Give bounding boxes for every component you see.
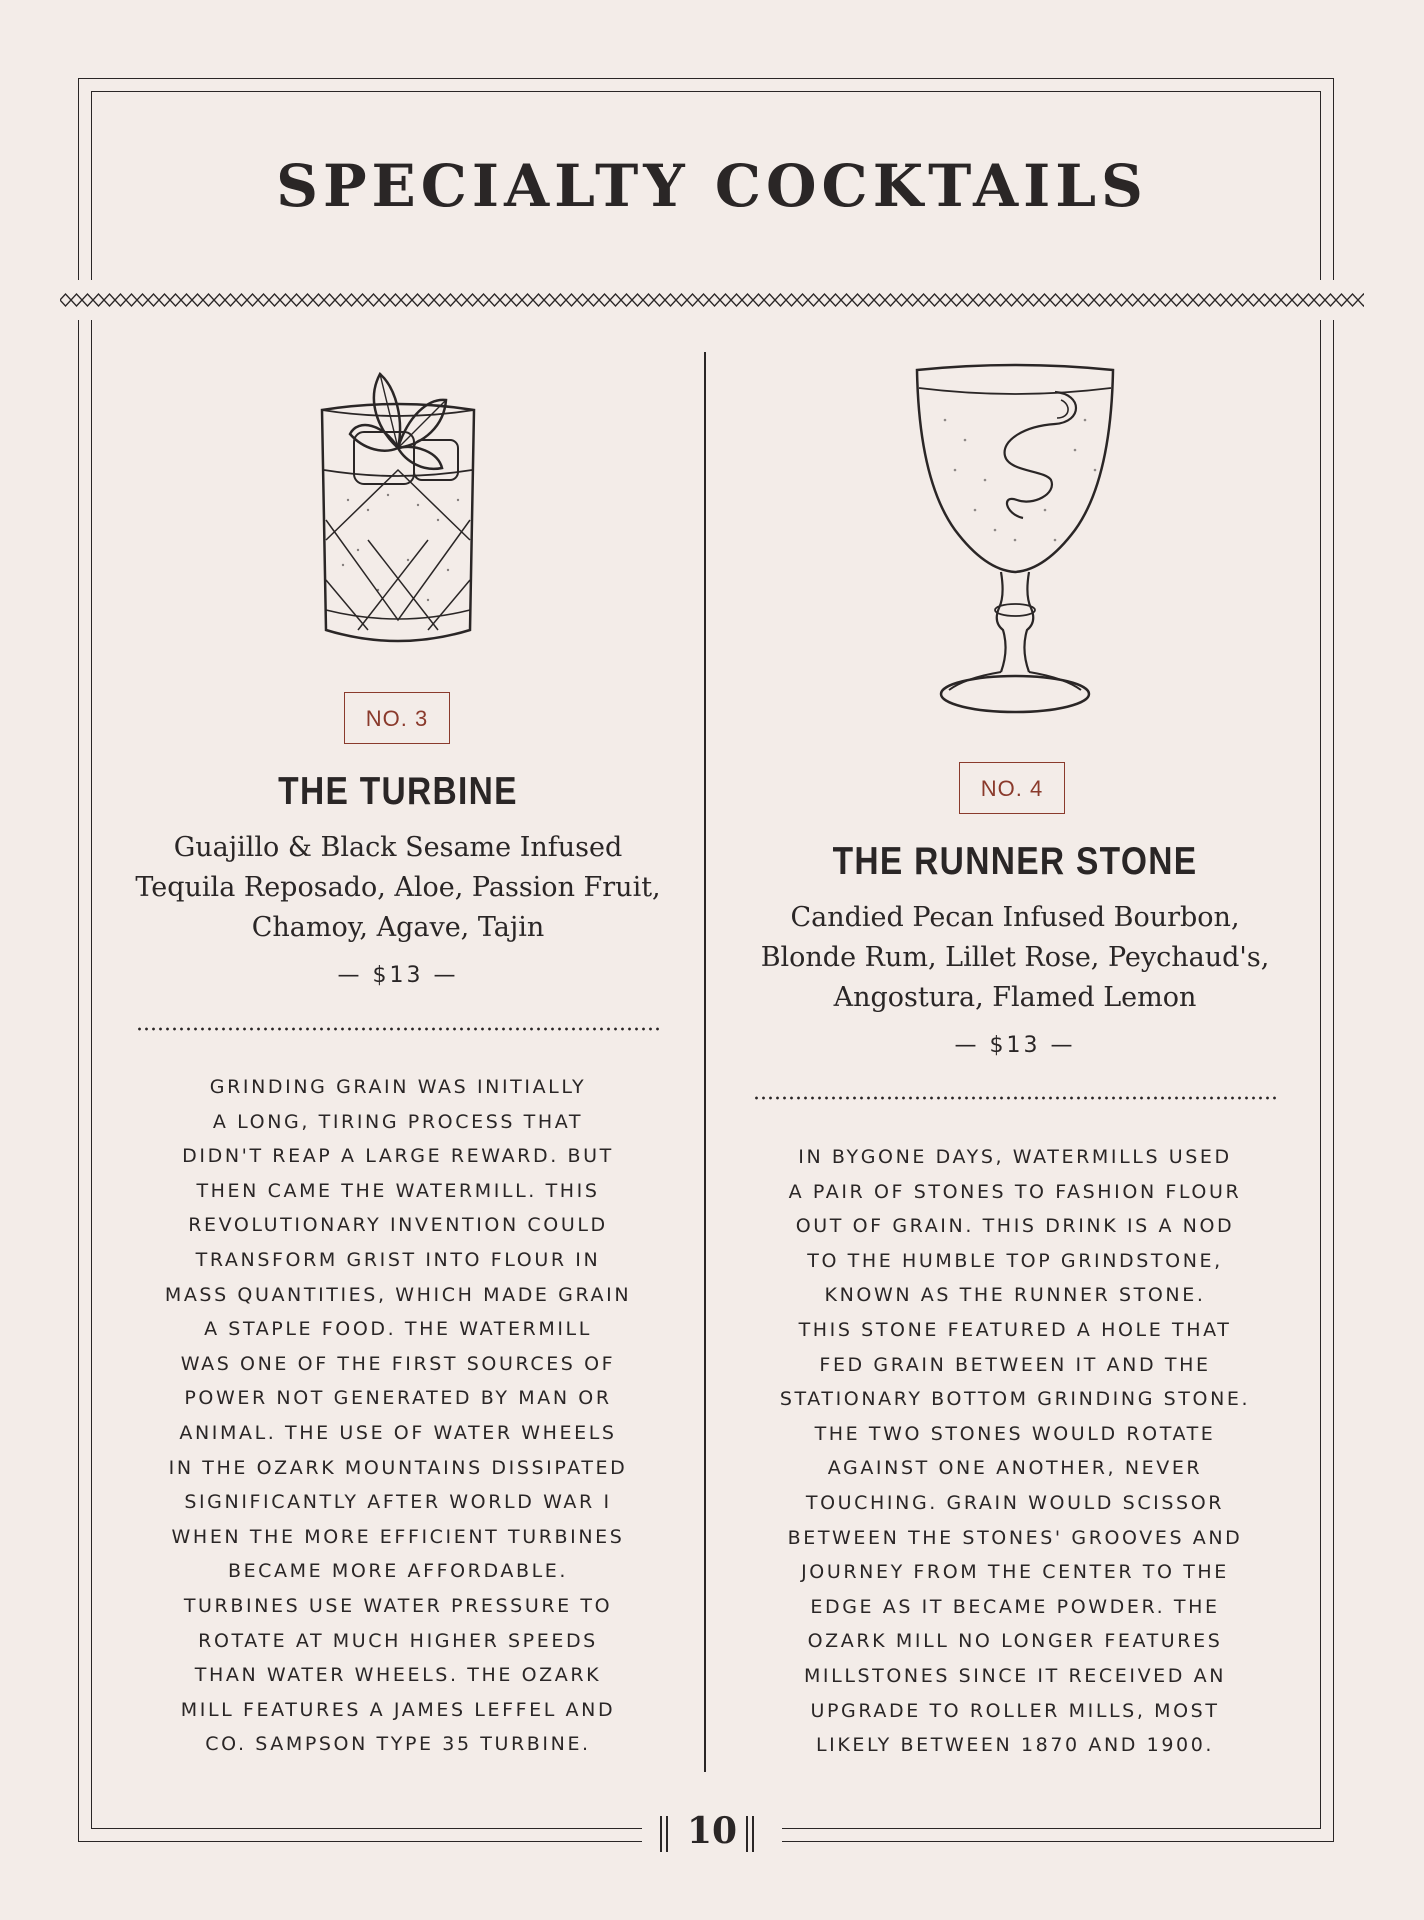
ingredients-line: Blonde Rum, Lillet Rose, Peychaud's, [760, 942, 1270, 973]
cocktail-price: — $13 — [954, 1033, 1076, 1058]
goblet-with-lemon-twist-icon [905, 360, 1125, 730]
column-divider [704, 352, 706, 1772]
cocktail-name: THE RUNNER STONE [832, 840, 1198, 883]
ingredients-line: Tequila Reposado, Aloe, Passion Fruit, [135, 872, 661, 903]
cocktail-story: GRINDING GRAIN WAS INITIALLY A LONG, TIRING PROCESS THAT DIDN'T REAP A LARGE REWARD. BUT THEN CAME THE WATERMILL. THIS REVOLUTIONARY INVENTION COULD TRANSFORM GRIST INTO FLOUR IN MASS QUANTITIES, WHICH MADE GRAIN A STAPLE FOOD. THE WATERMILL WAS ONE OF THE FIRST SOURCES OF POWER NOT GENERATED BY MAN OR ANIMAL. THE USE OF WATER WHEELS IN THE OZARK MOUNTAINS DISSIPATED SIGNIFICANTLY AFTER WORLD WAR I WHEN THE MORE EFFICIENT TURBINES BECAME MORE AFFORDABLE. TURBINES USE WATER PRESSURE TO ROTATE AT MUCH HIGHER SPEEDS THAN WATER WHEELS. THE OZARK MILL FEATURES A JAMES LEFFEL AND CO. SAMPSON TYPE 35 TURBINE. [164, 1076, 632, 1756]
rocks-glass-with-mint-icon [288, 360, 508, 660]
dotted-rule [753, 1096, 1277, 1100]
ingredients-line: Angostura, Flamed Lemon [833, 982, 1197, 1013]
cocktail-price: — $13 — [337, 963, 459, 988]
cocktail-story: IN BYGONE DAYS, WATERMILLS USED A PAIR OF STONES TO FASHION FLOUR OUT OF GRAIN. THIS DRINK IS A NOD TO THE HUMBLE TOP GRINDSTONE, KNOWN AS THE RUNNER STONE. THIS STONE FEATURED A HOLE THAT FED GRAIN BETWEEN IT AND THE STATIONARY BOTTOM GRINDING STONE. THE TWO STONES WOULD ROTATE AGAINST ONE ANOTHER, NEVER TOUCHING. GRAIN WOULD SCISSOR BETWEEN THE STONES' GROOVES AND JOURNEY FROM THE CENTER TO THE EDGE AS IT BECAME POWDER. THE OZARK MILL NO LONGER FEATURES MILLSTONES SINCE IT RECEIVED AN UPGRADE TO ROLLER MILLS, MOST LIKELY BETWEEN 1870 AND 1900. [779, 1146, 1251, 1757]
cocktail-card-runner-stone [735, 0, 1295, 1920]
ingredients-line: Guajillo & Black Sesame Infused [173, 832, 623, 863]
cocktail-card-turbine [118, 0, 678, 1920]
dotted-rule [136, 1027, 660, 1031]
cocktail-ingredients [118, 828, 678, 948]
cocktail-ingredients [735, 898, 1295, 1018]
page-title: SPECIALTY COCKTAILS [276, 152, 1148, 220]
cocktail-name: THE TURBINE [278, 770, 518, 813]
cocktail-number-badge: NO. 3 [344, 692, 450, 744]
ingredients-line: Candied Pecan Infused Bourbon, [790, 902, 1240, 933]
cocktail-number-badge: NO. 4 [959, 762, 1065, 814]
ingredients-line: Chamoy, Agave, Tajin [251, 912, 545, 943]
page-number: 10 [686, 1810, 738, 1852]
